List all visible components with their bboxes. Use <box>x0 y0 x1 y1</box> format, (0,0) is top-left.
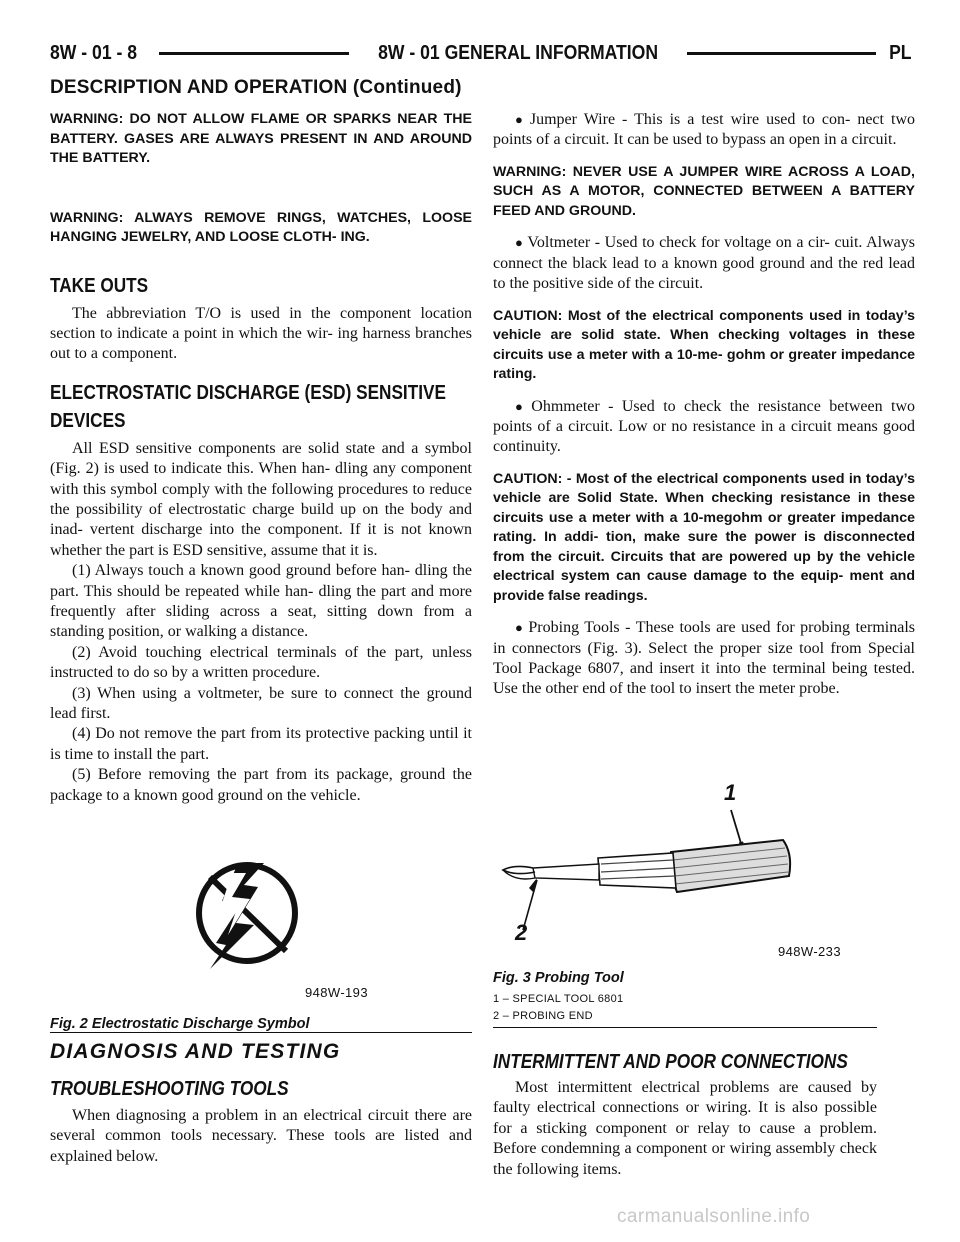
caution-resistance: CAUTION: - Most of the electrical components used in today’s vehicle are Solid State. When checking resistance in these circuits use a meter with a 10-megohm or greater impedance rating. In addi- tion, make sure the power is disconnected from the circuit. Circuits that are powered up by the vehicle electrical system can cause damage to the equip- ment and provide false readings. <box>493 470 915 604</box>
figure-3-legend-2: 2 – PROBING END <box>493 1010 593 1022</box>
esd-step-5: (5) Before removing the part from its package, ground the package to a known good ground on the vehicle. <box>50 766 472 804</box>
figure-3-legend-1: 1 – SPECIAL TOOL 6801 <box>493 993 624 1005</box>
model-code: PL <box>889 41 912 64</box>
esd-step-2: (2) Avoid touching electrical terminals of the part, unless instructed to do so by a written procedure. <box>50 643 472 682</box>
watermark: carmanualsonline.info <box>617 1206 811 1227</box>
esd-step-4: (4) Do not remove the part from its protective packing until it is time to install the part. <box>50 725 472 763</box>
header-rule-right <box>687 52 877 55</box>
diagnosis-heading: DIAGNOSIS AND TESTING <box>50 1040 341 1063</box>
bullet-icon: ● <box>515 398 528 414</box>
esd-symbol-icon <box>50 855 472 1015</box>
intermittent-text: Most intermittent electrical problems are caused by faulty electrical connections or wiring. It is also possible for a sticking component or relay to cause a problem. Before condemning a component or wiring assembly check the following items. <box>493 1079 877 1178</box>
left-column <box>50 110 472 806</box>
section-title: DESCRIPTION AND OPERATION (Continued) <box>50 77 462 98</box>
esd-intro-text: All ESD sensitive components are solid state and a symbol (Fig. 2) is used to indicate this. When han- dling any component with this symbol comply with the following procedures to reduce the possibility of electrostatic charge build up on the body and inad- vertent discharge into the component. If it is not known whether the part is ESD sensitive, assume that it is. <box>50 439 472 559</box>
callout-2: 2 <box>515 920 528 945</box>
bullet-icon: ● <box>515 620 525 636</box>
troubleshooting-tools-text: When diagnosing a problem in an electrical circuit there are several common tools necessary. These tools are listed and explained below. <box>50 1107 472 1165</box>
figure-3 <box>493 780 883 1030</box>
running-header <box>50 40 912 66</box>
document-title: 8W - 01 GENERAL INFORMATION <box>377 41 658 64</box>
warning-jumper-wire: WARNING: NEVER USE A JUMPER WIRE ACROSS A LOAD, SUCH AS A MOTOR, CONNECTED BETWEEN A BATTERY FEED AND GROUND. <box>493 163 915 219</box>
caution-solid-state: CAUTION: Most of the electrical components used in today’s vehicle are solid state. When checking voltages in these circuits use a meter with a 10-me- gohm or greater impedance rating. <box>493 307 915 383</box>
probing-tools-item: ● Probing Tools - These tools are used for probing terminals in connectors (Fig. 3). Select the proper size tool from Special Tool Package 6807, and insert it into the terminal being tested. Use the other end of the tool to insert the meter probe. <box>493 619 915 698</box>
figure-2-id: 948W-193 <box>305 985 368 1000</box>
warning-remove-jewelry: WARNING: ALWAYS REMOVE RINGS, WATCHES, LOOSE HANGING JEWELRY, AND LOOSE CLOTH- ING. <box>50 209 472 245</box>
voltmeter-item: ● Voltmeter - Used to check for voltage on a cir- cuit. Always connect the black lead to a known good ground and the red lead to the positive side of the circuit. <box>493 234 915 293</box>
jumper-wire-item: ● Jumper Wire - This is a test wire used to con- nect two points of a circuit. It can be used to bypass an open in a circuit. <box>493 111 915 149</box>
figure-2-caption: Fig. 2 Electrostatic Discharge Symbol <box>50 1016 310 1032</box>
take-outs-text: The abbreviation T/O is used in the component location section to indicate a point in which the wir- ing harness branches out to a component. <box>50 304 472 363</box>
bullet-icon: ● <box>515 112 526 127</box>
ohmmeter-item: ● Ohmmeter - Used to check the resistance between two points of a circuit. Low or no resistance in a circuit means good continuity. <box>493 397 915 456</box>
figure-3-id: 948W-233 <box>778 944 841 959</box>
figure-2 <box>50 855 472 1040</box>
esd-heading: ELECTROSTATIC DISCHARGE (ESD) SENSITIVE DEVICES <box>50 381 446 432</box>
figure-3-rule <box>493 1027 877 1028</box>
header-rule-left <box>159 52 349 55</box>
figure-3-caption: Fig. 3 Probing Tool <box>493 970 624 986</box>
take-outs-heading: TAKE OUTS <box>50 274 149 297</box>
diagnosis-section <box>50 1040 472 1167</box>
page-number: 8W - 01 - 8 <box>50 41 138 64</box>
probing-tool-illustration <box>493 780 883 970</box>
esd-step-3: (3) When using a voltmeter, be sure to connect the ground lead first. <box>50 684 472 722</box>
esd-step-1: (1) Always touch a known good ground before han- dling the part. This should be repeated while han- dling the part and more frequently after sliding across a seat, sitting down from a standing position, or walking a distance. <box>50 562 472 641</box>
warning-flame-sparks: WARNING: DO NOT ALLOW FLAME OR SPARKS NEAR THE BATTERY. GASES ARE ALWAYS PRESENT IN AND AROUND THE BATTERY. <box>50 111 472 166</box>
intermittent-section <box>493 1049 877 1180</box>
callout-1: 1 <box>724 780 737 805</box>
intermittent-heading: INTERMITTENT AND POOR CONNECTIONS <box>493 1051 848 1073</box>
troubleshooting-tools-heading: TROUBLESHOOTING TOOLS <box>50 1078 289 1100</box>
right-column <box>493 110 915 700</box>
figure-2-rule <box>50 1032 472 1033</box>
bullet-icon: ● <box>515 235 524 251</box>
